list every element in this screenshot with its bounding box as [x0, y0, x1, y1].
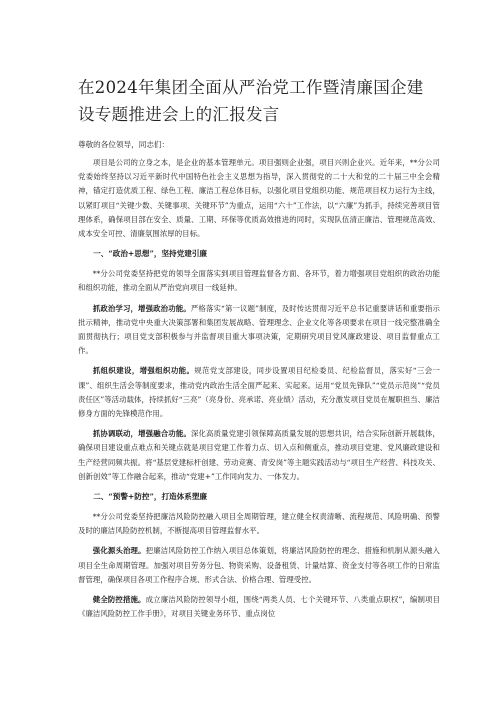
- section-1-item-1: [78, 302, 440, 359]
- section-1-item-3-lead: 抓协调联动，增强融合功能。: [92, 429, 191, 439]
- salutation: 尊敬的各位领导，同志们：: [78, 140, 170, 149]
- section-1-item-2-text: 规范党支部建设，同步设置项目纪检委员、纪检监督员，落实好“三会一课”、组织生活会等制度要求，推动党内政治生活全面严起来、实起来。运用“党员先锋队”“党员示范岗”“党员责任区”等活动载体，持续抓好“三亮”（亮身份、亮承诺、亮业绩）活动，充分激发项目党员在履职担当、廉洁修身方面的先锋模范作用。: [78, 366, 440, 419]
- section-2-item-1: [78, 544, 440, 587]
- section-1-item-2: [78, 364, 440, 421]
- section-1-item-2-lead: 抓组织建设，增强组织功能。: [92, 366, 195, 376]
- section-2-heading: 二、“预警+防控”，打造体系塑廉: [93, 492, 208, 502]
- section-1-item-3-text: 深化高质量党建引领保障高质量发展的思想共识，结合实际创新开展载体，确保项目建设重点难点和关键点就是项目党建工作着力点、切入点和侧重点，推动项目党建、党风廉政建设和生产经营同频共振。将“基层党建标杆创建、劳动竞赛、青安岗”等主题实践活动与“项目生产经营、科技攻关、创新创效”等工作融合起来，推动“党建+”工作同向发力、一体发力。: [78, 429, 440, 481]
- section-1-item-1-lead: 抓政治学习，增强政治功能。: [92, 303, 191, 313]
- section-1-item-1-text: 严格落实“第一议题”制度，及时传达贯彻习近平总书记重要讲话和重要指示批示精神，推动党中央重大决策部署和集团发展战略、管理理念、企业文化等各项要求在项目一线完整准确全面贯彻执行；项目党支部积极参与并监督项目重大事项决策，定期研究项目党风廉政建设、项目监督重点工作。: [78, 303, 440, 356]
- section-2-item-2-text: 成立廉洁风险防控领导小组，围绕“两类人员、七个关键环节、八类重点职权”，编制项目《廉洁风险防控工作手册》，对项目关键业务环节、重点岗位: [78, 595, 441, 619]
- section-2-intro: **分公司党委坚持把廉洁风险防控融入项目全周期管理，建立健全权责清晰、流程规范、风险明确、预警及时的廉洁风险防控机制，不断提高项目管理监督水平。: [78, 512, 440, 536]
- section-1-heading: 一、“政治+思想”，坚持党建引廉: [93, 249, 208, 259]
- section-1-item-3: [78, 427, 440, 484]
- intro-paragraph: 项目是公司的立身之本，是企业的基本管理单元。项目强则企业强，项目兴则企业兴。近年来，**分公司党委始终坚持以习近平新时代中国特色社会主义思想为指导，深入贯彻党的二十大和党的二十届三中全会精神，锚定打造优质工程、绿色工程、廉洁工程总体目标，以强化项目党组织功能、规范项目权力运行为主线，以紧盯项目“关键少数、关键事项、关键环节”为重点，运用“六十”工作法，以“六廉”为抓手，持续完善项目管理体系，确保项目部在安全、质量、工期、环保等优质高效推进的同时，实现队伍清正廉洁、管理规范高效、成本安全可控、清廉氛围浓厚的目标。: [78, 158, 440, 239]
- section-2-item-2: [78, 593, 440, 621]
- section-2-item-2-lead: 健全防控措施。: [92, 595, 146, 605]
- document-title: 在2024年集团全面从严治党工作暨清廉国企建设专题推进会上的汇报发言: [78, 78, 424, 124]
- section-2-item-1-text: 把廉洁风险防控工作纳入项目总体策划，将廉洁风险防控的理念、措施和机制从源头融入项目全生命周期管理。加强对项目劳务分包、物资采购、设备租赁、计量结算、资金支付等各项工作的日常监督管理，确保项目各项工作程序合规、形式合法、价格合理、管理受控。: [78, 546, 440, 584]
- section-2-item-1-lead: 强化源头治理。: [92, 546, 146, 556]
- section-1-intro: **分公司党委坚持把党的领导全面落实到项目管理监督各方面、各环节，着力增强项目党组织的政治功能和组织功能，推动全面从严治党向项目一线延伸。: [78, 269, 440, 293]
